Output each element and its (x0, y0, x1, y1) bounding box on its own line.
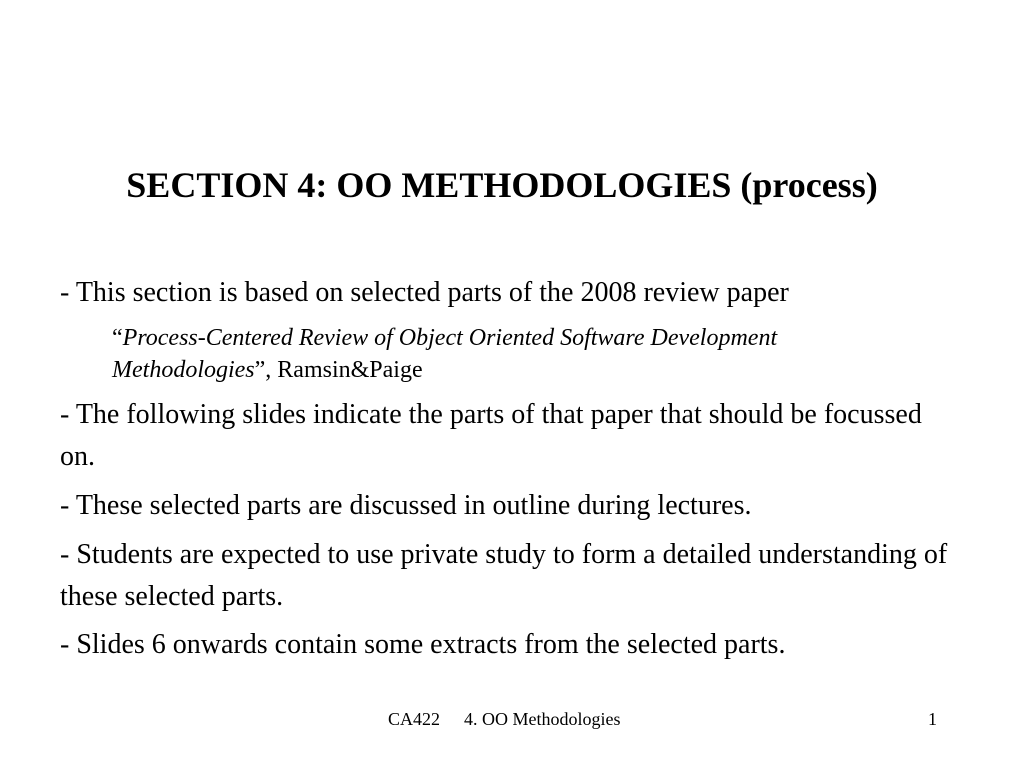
slide-title: SECTION 4: OO METHODOLOGIES (process) (126, 165, 878, 205)
footer-page-number: 1 (928, 709, 937, 729)
bullet-item: - Students are expected to use private study to form a detailed understanding of these selected parts. (60, 539, 948, 612)
paper-citation (112, 322, 932, 386)
footer-course-code: CA422 (388, 709, 441, 729)
bullet-item: - The following slides indicate the parts of that paper that should be focussed on. (60, 399, 922, 472)
footer-topic: 4. OO Methodologies (464, 709, 621, 729)
citation-open-quote: “ (112, 325, 123, 351)
bullet-item: - This section is based on selected parts of the 2008 review paper (60, 277, 789, 308)
bullet-item: - Slides 6 onwards contain some extracts from the selected parts. (60, 629, 786, 660)
citation-paper-title: Process-Centered Review of Object Oriented Software Development Methodologies (112, 325, 778, 383)
citation-authors: ”, Ramsin&Paige (254, 357, 423, 383)
bullet-item: - These selected parts are discussed in outline during lectures. (60, 490, 752, 521)
